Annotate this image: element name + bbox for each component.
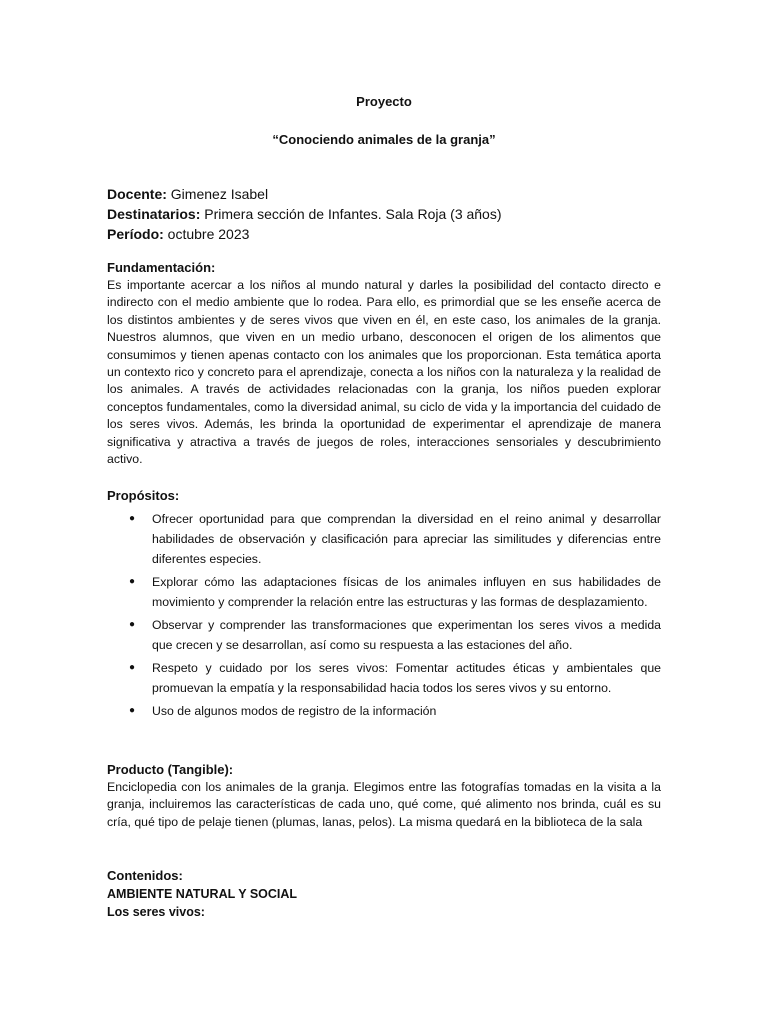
list-item xyxy=(107,701,661,721)
bullet-icon: ● xyxy=(129,513,136,524)
bullet-icon: ● xyxy=(129,576,136,587)
list-item xyxy=(107,658,661,698)
seres-vivos-heading: Los seres vivos: xyxy=(107,905,205,919)
document-title: Proyecto xyxy=(356,94,412,109)
project-name: “Conociendo animales de la granja” xyxy=(272,132,496,147)
docente-label: Docente: xyxy=(107,186,167,202)
list-item xyxy=(107,615,661,655)
propositos-list xyxy=(107,509,661,724)
docente-value: Gimenez Isabel xyxy=(166,186,269,202)
periodo-value: octubre 2023 xyxy=(163,226,250,242)
list-item-text: Uso de algunos modos de registro de la información xyxy=(152,704,437,718)
destinatarios-label: Destinatarios: xyxy=(107,206,201,222)
bullet-icon: ● xyxy=(129,705,136,716)
bullet-icon: ● xyxy=(129,662,136,673)
list-item-text: Observar y comprender las transformaciones que experimentan los seres vivos a medida que crecen y se desarrollan, así como su respuesta a las estaciones del año. xyxy=(152,618,661,652)
producto-text: Enciclopedia con los animales de la granja. Elegimos entre las fotografías tomadas en la visita a la granja, incluiremos las características de cada uno, qué come, qué alimento nos brinda, cuál es su cría, qué tipo de pelaje tienen (plumas, lanas, pelos). La misma quedará en la biblioteca de la sala xyxy=(107,780,661,829)
producto-heading: Producto (Tangible): xyxy=(107,762,234,777)
periodo-row xyxy=(107,224,502,244)
bullet-icon: ● xyxy=(129,619,136,630)
propositos-heading: Propósitos: xyxy=(107,488,180,503)
ambiente-heading: AMBIENTE NATURAL Y SOCIAL xyxy=(107,887,298,901)
list-item-text: Ofrecer oportunidad para que comprendan la diversidad en el reino animal y desarrollar habilidades de observación y clasificación para apreciar las similitudes y diferencias entre diferentes especies. xyxy=(152,512,661,566)
list-item-text: Respeto y cuidado por los seres vivos: Fomentar actitudes éticas y ambientales que promuevan la empatía y la responsabilidad hacia todos los seres vivos y su entorno. xyxy=(152,661,661,695)
destinatarios-value: Primera sección de Infantes. Sala Roja (3 años) xyxy=(200,206,502,222)
contenidos-heading: Contenidos: xyxy=(107,868,183,883)
fundamentacion-text: Es importante acercar a los niños al mundo natural y darles la posibilidad del contacto directo e indirecto con el medio ambiente que lo rodea. Para ello, es primordial que se les enseñe acerca de los distintos ambientes y de seres vivos que viven en él, en este caso, los animales de la granja. Nuestros alumnos, que viven en un medio urbano, desconocen el origen de los alimentos que consumimos y tienen apenas contacto con los animales que los proporcionan. Esta temática aporta un contexto rico y concreto para el aprendizaje, conecta a los niños con la naturaleza y la realidad de los animales. A través de actividades relacionadas con la granja, los niños pueden explorar conceptos fundamentales, como la diversidad animal, su ciclo de vida y la importancia del cuidado de los seres vivos. Además, les brinda la oportunidad de experimentar el aprendizaje de manera significativa y atractiva a través de juegos de roles, interacciones sensoriales y descubrimiento activo. xyxy=(107,278,661,467)
destinatarios-row xyxy=(107,204,502,224)
fundamentacion-heading: Fundamentación: xyxy=(107,260,216,275)
list-item-text: Explorar cómo las adaptaciones físicas de los animales influyen en sus habilidades de movimiento y comprender la relación entre las estructuras y las formas de desplazamiento. xyxy=(152,575,661,609)
list-item xyxy=(107,572,661,612)
list-item xyxy=(107,509,661,569)
docente-row xyxy=(107,184,502,204)
periodo-label: Período: xyxy=(107,226,164,242)
project-meta xyxy=(107,184,502,244)
